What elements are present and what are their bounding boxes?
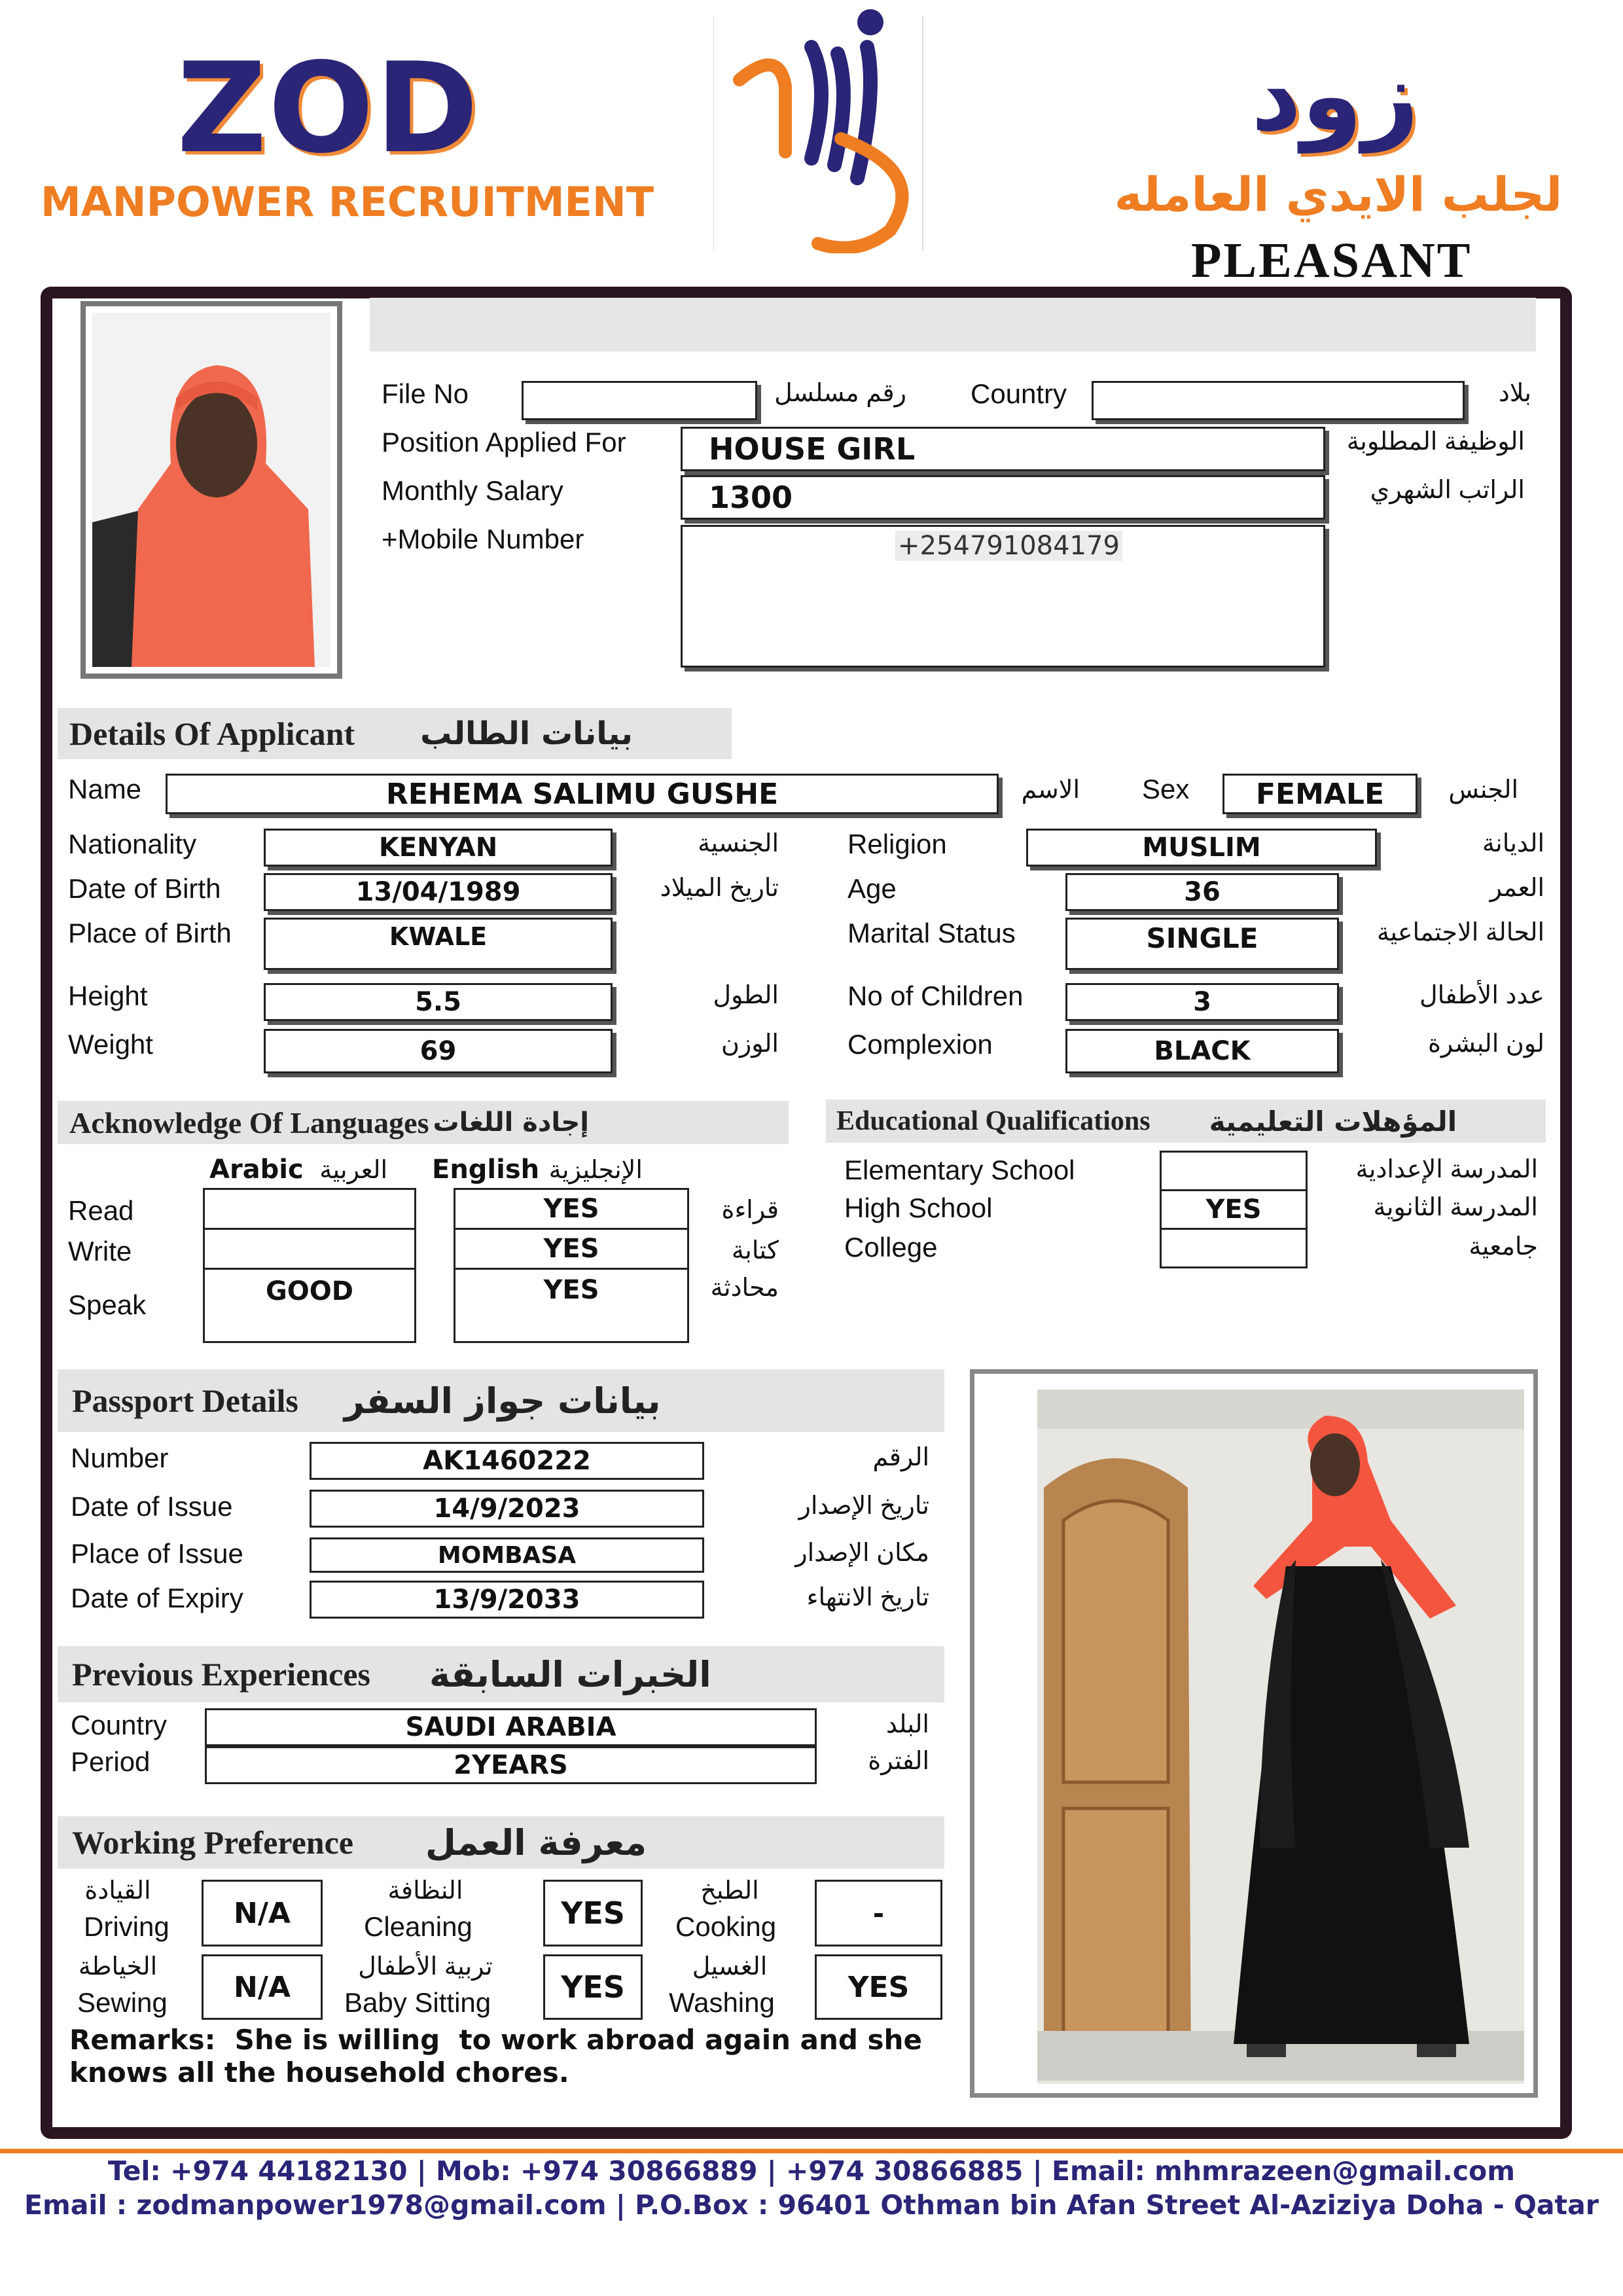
height-label: Height bbox=[68, 980, 148, 1011]
pref-washing-label: Washing bbox=[669, 1987, 775, 2018]
children-ar: عدد الأطفال bbox=[1419, 982, 1544, 1009]
marital-label: Marital Status bbox=[847, 918, 1016, 948]
brand-ar: زود bbox=[1251, 39, 1419, 153]
position-ar: الوظيفة المطلوبة bbox=[1346, 428, 1525, 456]
passport-place-field[interactable]: MOMBASA bbox=[310, 1537, 704, 1573]
sex-ar: الجنس bbox=[1448, 776, 1518, 804]
portrait-frame bbox=[80, 301, 342, 679]
brand-ar-subtitle: لجلب الايدي العامله bbox=[1114, 167, 1563, 222]
passport-expiry-ar: تاريخ الانتهاء bbox=[806, 1584, 929, 1611]
religion-field[interactable]: MUSLIM bbox=[1026, 829, 1377, 867]
children-label: No of Children bbox=[847, 980, 1024, 1011]
passport-section-header bbox=[58, 1369, 944, 1432]
passport-title: Passport Details bbox=[72, 1382, 298, 1419]
file-no-field[interactable] bbox=[522, 381, 757, 420]
lang-read-arabic[interactable] bbox=[203, 1188, 416, 1230]
languages-title-ar: إجادة اللغات bbox=[433, 1107, 589, 1138]
edu-highschool-field[interactable]: YES bbox=[1160, 1189, 1308, 1230]
marital-field[interactable] bbox=[1065, 918, 1339, 970]
languages-title: Acknowledge Of Languages bbox=[69, 1105, 429, 1139]
age-field[interactable]: 36 bbox=[1065, 873, 1339, 911]
passport-title-ar: بيانات جواز السفر bbox=[344, 1380, 661, 1422]
name-field[interactable]: REHEMA SALIMU GUSHE bbox=[166, 774, 999, 814]
exp-period-ar: الفترة bbox=[868, 1748, 929, 1775]
experience-section-header bbox=[58, 1646, 944, 1702]
file-no-ar: رقم مسلسل bbox=[774, 380, 906, 407]
pref-baby-field[interactable]: YES bbox=[543, 1954, 643, 2020]
lang-speak-english-value: YES bbox=[543, 1275, 599, 1305]
footer-rule bbox=[0, 2149, 1623, 2153]
passport-place-label: Place of Issue bbox=[71, 1538, 243, 1569]
fullbody-photo-frame bbox=[970, 1369, 1538, 2098]
languages-section-header bbox=[58, 1101, 789, 1144]
exp-country-field[interactable]: SAUDI ARABIA bbox=[205, 1708, 817, 1746]
pref-driving-field[interactable]: N/A bbox=[202, 1880, 323, 1946]
weight-ar: الوزن bbox=[721, 1030, 779, 1058]
arabic-label-ar: العربية bbox=[319, 1157, 388, 1184]
fullbody-photo bbox=[1037, 1390, 1524, 2084]
pref-cooking-field[interactable]: - bbox=[815, 1880, 942, 1946]
portrait-photo bbox=[92, 313, 330, 667]
passport-place-ar: مكان الإصدار bbox=[795, 1539, 929, 1567]
lang-read-label: Read bbox=[68, 1195, 134, 1226]
lang-speak-arabic-value: GOOD bbox=[265, 1276, 354, 1306]
children-field[interactable]: 3 bbox=[1065, 983, 1339, 1021]
country-label: Country bbox=[971, 378, 1067, 409]
passport-number-field[interactable]: AK1460222 bbox=[310, 1442, 704, 1480]
brand-en: ZOD bbox=[177, 36, 480, 181]
complexion-ar: لون البشرة bbox=[1427, 1030, 1544, 1058]
applicant-title-ar: بيانات الطالب bbox=[420, 715, 633, 752]
agency-name: PLEASANT bbox=[1191, 233, 1472, 288]
brand-logo bbox=[713, 8, 929, 253]
applicant-section-header bbox=[58, 708, 732, 759]
age-ar: العمر bbox=[1489, 874, 1544, 902]
education-section-header bbox=[826, 1100, 1546, 1143]
lang-write-arabic[interactable] bbox=[203, 1228, 416, 1270]
edu-college-ar: جامعية bbox=[1469, 1233, 1538, 1261]
english-label-ar: الإنجليزية bbox=[548, 1157, 643, 1184]
lang-speak-english[interactable] bbox=[454, 1268, 689, 1343]
pref-baby-label: Baby Sitting bbox=[344, 1987, 491, 2018]
mobile-value: +254791084179 bbox=[895, 531, 1122, 561]
passport-expiry-field[interactable]: 13/9/2033 bbox=[310, 1581, 704, 1619]
pref-sewing-ar: الخياطة bbox=[78, 1953, 158, 1981]
english-header bbox=[432, 1155, 643, 1185]
lang-write-ar: كتابة bbox=[731, 1237, 779, 1265]
weight-label: Weight bbox=[68, 1029, 153, 1060]
arabic-label: Arabic bbox=[209, 1155, 304, 1185]
age-label: Age bbox=[847, 873, 897, 904]
brand-en-subtitle: MANPOWER RECRUITMENT bbox=[41, 178, 654, 226]
position-field[interactable]: HOUSE GIRL bbox=[681, 427, 1325, 471]
religion-label: Religion bbox=[847, 829, 947, 859]
complexion-label: Complexion bbox=[847, 1029, 993, 1060]
file-no-label: File No bbox=[382, 378, 469, 409]
pref-cleaning-label: Cleaning bbox=[364, 1911, 473, 1942]
passport-issue-field[interactable]: 14/9/2023 bbox=[310, 1490, 704, 1528]
passport-number-label: Number bbox=[71, 1443, 169, 1473]
lang-write-label: Write bbox=[68, 1236, 132, 1266]
sex-label: Sex bbox=[1142, 774, 1190, 804]
mobile-field[interactable] bbox=[681, 525, 1325, 668]
preference-section-header bbox=[58, 1816, 944, 1869]
name-label: Name bbox=[68, 774, 142, 804]
edu-highschool-ar: المدرسة الثانوية bbox=[1373, 1194, 1538, 1221]
passport-number-ar: الرقم bbox=[872, 1444, 929, 1471]
english-label: English bbox=[432, 1155, 540, 1185]
pref-driving-label: Driving bbox=[84, 1911, 169, 1942]
exp-period-label: Period bbox=[71, 1746, 151, 1777]
lang-read-english[interactable]: YES bbox=[454, 1188, 689, 1230]
pref-cooking-label: Cooking bbox=[675, 1911, 777, 1942]
arabic-header bbox=[209, 1155, 387, 1185]
salary-label: Monthly Salary bbox=[382, 475, 563, 506]
preference-title: Working Preference bbox=[72, 1824, 353, 1861]
lang-read-ar: قراءة bbox=[721, 1196, 779, 1224]
lang-speak-label: Speak bbox=[68, 1289, 147, 1320]
complexion-field[interactable]: BLACK bbox=[1065, 1029, 1339, 1073]
pob-field[interactable] bbox=[264, 918, 613, 970]
salary-ar: الراتب الشهري bbox=[1370, 476, 1525, 504]
name-ar: الاسم bbox=[1021, 776, 1080, 804]
edu-college-field[interactable] bbox=[1160, 1228, 1308, 1268]
nationality-field[interactable]: KENYAN bbox=[264, 829, 613, 867]
footer-line-1: Tel: +974 44182130 | Mob: +974 30866889 | +974 30866885 | Email: mhmrazeen@gmail.com bbox=[108, 2155, 1515, 2187]
height-field[interactable]: 5.5 bbox=[264, 983, 613, 1021]
dob-label: Date of Birth bbox=[68, 873, 221, 904]
height-ar: الطول bbox=[713, 982, 779, 1009]
exp-period-field[interactable]: 2YEARS bbox=[205, 1746, 817, 1784]
marital-value: SINGLE bbox=[1146, 922, 1258, 954]
country-ar: بلاد bbox=[1498, 380, 1531, 407]
pref-sewing-label: Sewing bbox=[77, 1987, 168, 2018]
nationality-ar: الجنسية bbox=[698, 830, 779, 857]
experience-title: Previous Experiences bbox=[72, 1656, 370, 1693]
lang-speak-ar: محادثة bbox=[710, 1274, 779, 1302]
pref-cleaning-field[interactable]: YES bbox=[543, 1880, 643, 1946]
pref-driving-ar: القيادة bbox=[84, 1877, 151, 1905]
edu-highschool-label: High School bbox=[844, 1193, 993, 1223]
remarks-line-2: knows all the household chores. bbox=[69, 2056, 569, 2089]
passport-expiry-label: Date of Expiry bbox=[71, 1583, 243, 1613]
passport-issue-ar: تاريخ الإصدار bbox=[798, 1492, 929, 1520]
pref-sewing-field[interactable]: N/A bbox=[202, 1954, 323, 2020]
marital-ar: الحالة الاجتماعية bbox=[1377, 919, 1544, 946]
pref-washing-ar: الغسيل bbox=[692, 1953, 768, 1981]
top-bar bbox=[370, 298, 1536, 351]
nationality-label: Nationality bbox=[68, 829, 197, 859]
footer-line-2: Email : zodmanpower1978@gmail.com | P.O.Box : 96401 Othman bin Afan Street Al-Aziziya Doha - Qatar bbox=[24, 2189, 1599, 2221]
passport-issue-label: Date of Issue bbox=[71, 1491, 233, 1522]
applicant-title: Details Of Applicant bbox=[69, 715, 355, 752]
edu-college-label: College bbox=[844, 1232, 938, 1263]
pref-cleaning-ar: النظافة bbox=[387, 1877, 463, 1905]
exp-country-ar: البلد bbox=[885, 1711, 929, 1738]
weight-field[interactable]: 69 bbox=[264, 1029, 613, 1073]
pref-cooking-ar: الطبخ bbox=[700, 1877, 759, 1905]
edu-elementary-label: Elementary School bbox=[844, 1155, 1075, 1185]
lang-speak-arabic[interactable] bbox=[203, 1268, 416, 1343]
sex-field[interactable]: FEMALE bbox=[1222, 774, 1418, 814]
pref-baby-ar: تربية الأطفال bbox=[358, 1953, 493, 1981]
mobile-label: +Mobile Number bbox=[382, 524, 584, 554]
pob-value: KWALE bbox=[389, 922, 488, 951]
country-field[interactable] bbox=[1092, 381, 1465, 420]
salary-field[interactable]: 1300 bbox=[681, 475, 1325, 520]
edu-elementary-field[interactable] bbox=[1160, 1151, 1308, 1191]
experience-title-ar: الخبرات السابقة bbox=[429, 1653, 711, 1695]
education-title: Educational Qualifications bbox=[836, 1106, 1150, 1136]
preference-title-ar: معرفة العمل bbox=[425, 1821, 647, 1863]
dob-field[interactable]: 13/04/1989 bbox=[264, 873, 613, 911]
remarks-line-1: Remarks: She is willing to work abroad again and she bbox=[69, 2024, 922, 2056]
dob-ar: تاريخ الميلاد bbox=[660, 874, 779, 902]
religion-ar: الديانة bbox=[1482, 830, 1544, 857]
pref-washing-field[interactable]: YES bbox=[815, 1954, 942, 2020]
education-title-ar: المؤهلات التعليمية bbox=[1209, 1105, 1457, 1138]
position-label: Position Applied For bbox=[382, 427, 626, 457]
edu-elementary-ar: المدرسة الإعدادية bbox=[1355, 1156, 1538, 1183]
pob-label: Place of Birth bbox=[68, 918, 232, 948]
lang-write-english[interactable]: YES bbox=[454, 1228, 689, 1270]
exp-country-label: Country bbox=[71, 1710, 168, 1740]
